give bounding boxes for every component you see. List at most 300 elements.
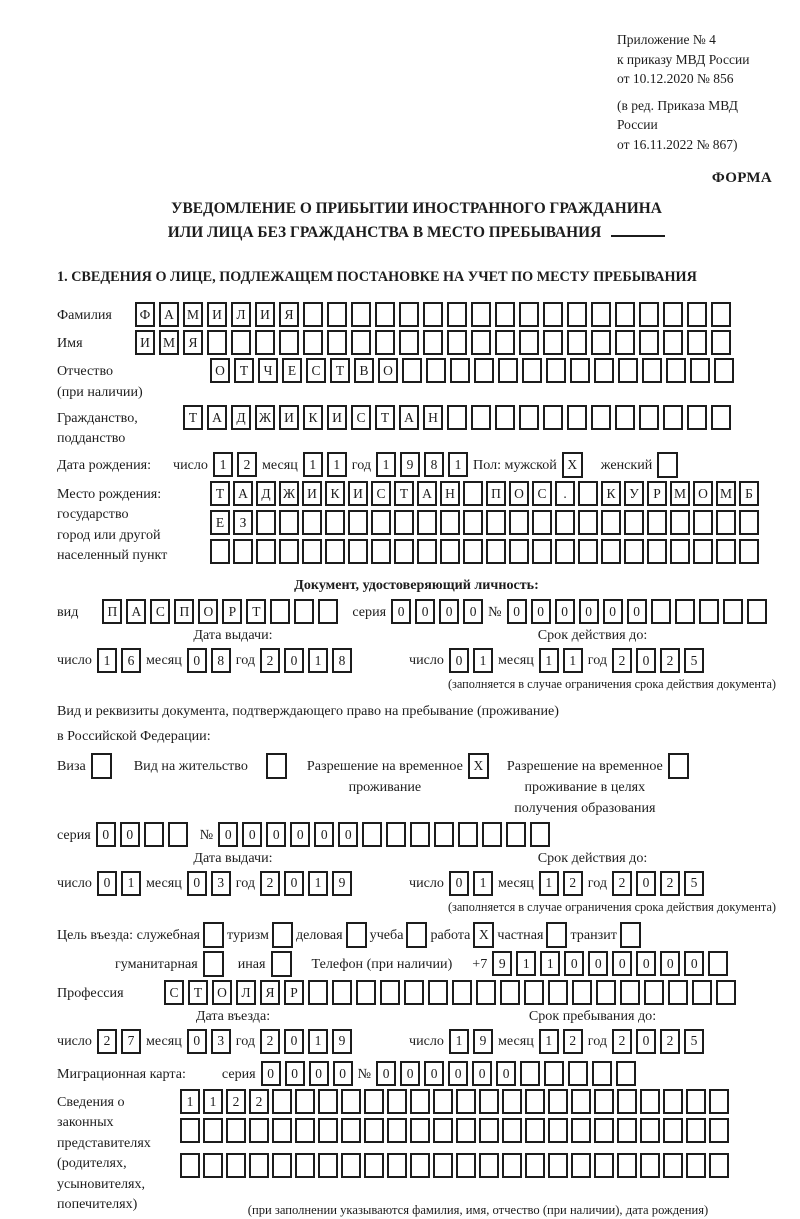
form-cell[interactable]: Ф <box>135 302 155 327</box>
phone-cell[interactable]: 0 <box>660 951 680 976</box>
form-cell[interactable]: Т <box>394 481 414 506</box>
phone-cell[interactable]: 9 <box>492 951 512 976</box>
form-cell[interactable] <box>233 539 253 564</box>
form-cell[interactable]: 0 <box>415 599 435 624</box>
form-cell[interactable] <box>474 358 494 383</box>
form-cell[interactable]: 2 <box>612 1029 632 1054</box>
purpose-private-checkbox[interactable] <box>546 922 567 948</box>
form-cell[interactable] <box>594 1089 614 1114</box>
form-cell[interactable]: 2 <box>660 648 680 673</box>
form-cell[interactable]: 9 <box>332 1029 352 1054</box>
form-cell[interactable]: Л <box>236 980 256 1005</box>
form-cell[interactable]: 2 <box>260 871 280 896</box>
form-cell[interactable] <box>617 1118 637 1143</box>
form-cell[interactable] <box>502 1153 522 1178</box>
form-cell[interactable] <box>394 510 414 535</box>
form-cell[interactable] <box>640 1118 660 1143</box>
form-cell[interactable]: И <box>135 330 155 355</box>
form-cell[interactable]: Ж <box>279 481 299 506</box>
form-cell[interactable]: О <box>210 358 230 383</box>
form-cell[interactable]: 1 <box>308 871 328 896</box>
form-cell[interactable] <box>295 1089 315 1114</box>
form-cell[interactable] <box>570 358 590 383</box>
form-cell[interactable] <box>692 980 712 1005</box>
form-cell[interactable] <box>548 1118 568 1143</box>
form-cell[interactable] <box>433 1153 453 1178</box>
residence-permit-checkbox[interactable] <box>266 753 287 779</box>
form-cell[interactable]: О <box>693 481 713 506</box>
form-cell[interactable] <box>525 1089 545 1114</box>
form-cell[interactable] <box>463 539 483 564</box>
form-cell[interactable] <box>308 980 328 1005</box>
form-cell[interactable]: 1 <box>213 452 233 477</box>
form-cell[interactable] <box>520 1061 540 1086</box>
form-cell[interactable] <box>639 405 659 430</box>
form-cell[interactable]: Я <box>279 302 299 327</box>
form-cell[interactable]: И <box>327 405 347 430</box>
form-cell[interactable] <box>686 1118 706 1143</box>
form-cell[interactable]: И <box>348 481 368 506</box>
form-cell[interactable] <box>620 980 640 1005</box>
form-cell[interactable] <box>456 1089 476 1114</box>
form-cell[interactable] <box>532 510 552 535</box>
form-cell[interactable]: 0 <box>439 599 459 624</box>
form-cell[interactable] <box>509 510 529 535</box>
form-cell[interactable] <box>351 330 371 355</box>
form-cell[interactable] <box>519 302 539 327</box>
form-cell[interactable]: 0 <box>531 599 551 624</box>
form-cell[interactable] <box>180 1153 200 1178</box>
form-cell[interactable] <box>615 405 635 430</box>
form-cell[interactable] <box>594 1118 614 1143</box>
phone-cell[interactable] <box>708 951 728 976</box>
form-cell[interactable]: О <box>509 481 529 506</box>
form-cell[interactable] <box>433 1118 453 1143</box>
form-cell[interactable] <box>716 980 736 1005</box>
form-cell[interactable] <box>402 358 422 383</box>
form-cell[interactable] <box>272 1118 292 1143</box>
form-cell[interactable] <box>410 1089 430 1114</box>
form-cell[interactable] <box>647 510 667 535</box>
form-cell[interactable]: М <box>183 302 203 327</box>
form-cell[interactable] <box>348 510 368 535</box>
form-cell[interactable]: М <box>670 481 690 506</box>
form-cell[interactable] <box>498 358 518 383</box>
form-cell[interactable] <box>387 1118 407 1143</box>
form-cell[interactable] <box>417 510 437 535</box>
form-cell[interactable]: К <box>325 481 345 506</box>
form-cell[interactable]: 2 <box>612 648 632 673</box>
form-cell[interactable]: 0 <box>284 648 304 673</box>
form-cell[interactable] <box>624 539 644 564</box>
form-cell[interactable]: Д <box>231 405 251 430</box>
form-cell[interactable] <box>476 980 496 1005</box>
form-cell[interactable]: 0 <box>449 871 469 896</box>
purpose-work-checkbox[interactable]: X <box>473 922 494 948</box>
form-cell[interactable] <box>548 1089 568 1114</box>
form-cell[interactable] <box>294 599 314 624</box>
form-cell[interactable] <box>747 599 767 624</box>
form-cell[interactable] <box>332 980 352 1005</box>
form-cell[interactable]: 0 <box>463 599 483 624</box>
form-cell[interactable] <box>279 330 299 355</box>
form-cell[interactable] <box>249 1153 269 1178</box>
form-cell[interactable] <box>615 302 635 327</box>
male-checkbox[interactable]: X <box>562 452 583 478</box>
form-cell[interactable] <box>486 539 506 564</box>
form-cell[interactable] <box>144 822 164 847</box>
form-cell[interactable] <box>522 358 542 383</box>
form-cell[interactable] <box>709 1118 729 1143</box>
form-cell[interactable] <box>663 330 683 355</box>
form-cell[interactable]: Н <box>423 405 443 430</box>
form-cell[interactable] <box>458 822 478 847</box>
purpose-transit-checkbox[interactable] <box>620 922 641 948</box>
form-cell[interactable]: 0 <box>636 648 656 673</box>
form-cell[interactable] <box>168 822 188 847</box>
form-cell[interactable]: К <box>303 405 323 430</box>
purpose-humanitarian-checkbox[interactable] <box>203 951 224 977</box>
form-cell[interactable]: 2 <box>237 452 257 477</box>
form-cell[interactable] <box>203 1118 223 1143</box>
form-cell[interactable] <box>255 330 275 355</box>
form-cell[interactable] <box>434 822 454 847</box>
form-cell[interactable] <box>663 1118 683 1143</box>
form-cell[interactable]: И <box>279 405 299 430</box>
form-cell[interactable] <box>639 302 659 327</box>
form-cell[interactable] <box>687 302 707 327</box>
form-cell[interactable]: 0 <box>187 1029 207 1054</box>
form-cell[interactable] <box>739 510 759 535</box>
form-cell[interactable]: 9 <box>400 452 420 477</box>
form-cell[interactable] <box>341 1118 361 1143</box>
form-cell[interactable]: 0 <box>391 599 411 624</box>
form-cell[interactable] <box>568 1061 588 1086</box>
form-cell[interactable]: 0 <box>448 1061 468 1086</box>
purpose-official-checkbox[interactable] <box>203 922 224 948</box>
form-cell[interactable]: 9 <box>332 871 352 896</box>
form-cell[interactable]: С <box>351 405 371 430</box>
form-cell[interactable]: А <box>233 481 253 506</box>
form-cell[interactable] <box>543 405 563 430</box>
form-cell[interactable]: Н <box>440 481 460 506</box>
form-cell[interactable] <box>226 1153 246 1178</box>
visa-checkbox[interactable] <box>91 753 112 779</box>
form-cell[interactable] <box>663 405 683 430</box>
form-cell[interactable]: 0 <box>309 1061 329 1086</box>
form-cell[interactable]: П <box>102 599 122 624</box>
form-cell[interactable] <box>279 510 299 535</box>
form-cell[interactable] <box>318 599 338 624</box>
form-cell[interactable]: С <box>371 481 391 506</box>
form-cell[interactable] <box>548 1153 568 1178</box>
form-cell[interactable] <box>530 822 550 847</box>
form-cell[interactable] <box>387 1153 407 1178</box>
form-cell[interactable] <box>495 330 515 355</box>
form-cell[interactable] <box>543 330 563 355</box>
form-cell[interactable] <box>617 1153 637 1178</box>
form-cell[interactable]: 9 <box>473 1029 493 1054</box>
temp-residence-checkbox[interactable]: X <box>468 753 489 779</box>
form-cell[interactable] <box>302 539 322 564</box>
form-cell[interactable] <box>716 510 736 535</box>
form-cell[interactable]: 0 <box>579 599 599 624</box>
form-cell[interactable]: 2 <box>260 648 280 673</box>
form-cell[interactable]: С <box>150 599 170 624</box>
form-cell[interactable]: 1 <box>449 1029 469 1054</box>
form-cell[interactable] <box>210 539 230 564</box>
form-cell[interactable]: 0 <box>96 822 116 847</box>
form-cell[interactable]: Т <box>210 481 230 506</box>
form-cell[interactable]: 1 <box>308 1029 328 1054</box>
form-cell[interactable] <box>617 1089 637 1114</box>
form-cell[interactable] <box>640 1153 660 1178</box>
form-cell[interactable] <box>207 330 227 355</box>
form-cell[interactable] <box>711 330 731 355</box>
form-cell[interactable] <box>456 1118 476 1143</box>
form-cell[interactable] <box>364 1153 384 1178</box>
form-cell[interactable] <box>618 358 638 383</box>
form-cell[interactable]: А <box>126 599 146 624</box>
form-cell[interactable]: 0 <box>266 822 286 847</box>
form-cell[interactable] <box>675 599 695 624</box>
form-cell[interactable] <box>644 980 664 1005</box>
form-cell[interactable]: 2 <box>249 1089 269 1114</box>
form-cell[interactable]: Б <box>739 481 759 506</box>
form-cell[interactable] <box>594 358 614 383</box>
form-cell[interactable]: А <box>417 481 437 506</box>
form-cell[interactable] <box>456 1153 476 1178</box>
form-cell[interactable] <box>356 980 376 1005</box>
form-cell[interactable] <box>699 599 719 624</box>
form-cell[interactable]: 1 <box>376 452 396 477</box>
form-cell[interactable]: Ж <box>255 405 275 430</box>
form-cell[interactable]: 8 <box>332 648 352 673</box>
form-cell[interactable]: Д <box>256 481 276 506</box>
form-cell[interactable]: С <box>306 358 326 383</box>
form-cell[interactable] <box>272 1089 292 1114</box>
form-cell[interactable] <box>690 358 710 383</box>
form-cell[interactable] <box>640 1089 660 1114</box>
form-cell[interactable] <box>519 405 539 430</box>
form-cell[interactable]: 0 <box>496 1061 516 1086</box>
form-cell[interactable] <box>303 302 323 327</box>
form-cell[interactable]: 1 <box>121 871 141 896</box>
form-cell[interactable] <box>591 405 611 430</box>
form-cell[interactable]: 2 <box>612 871 632 896</box>
form-cell[interactable] <box>410 822 430 847</box>
form-cell[interactable] <box>482 822 502 847</box>
form-cell[interactable] <box>502 1089 522 1114</box>
form-cell[interactable] <box>452 980 472 1005</box>
form-cell[interactable]: 1 <box>308 648 328 673</box>
form-cell[interactable]: 8 <box>424 452 444 477</box>
form-cell[interactable] <box>663 302 683 327</box>
form-cell[interactable]: М <box>716 481 736 506</box>
form-cell[interactable] <box>716 539 736 564</box>
form-cell[interactable] <box>651 599 671 624</box>
form-cell[interactable]: 0 <box>449 648 469 673</box>
form-cell[interactable] <box>318 1118 338 1143</box>
form-cell[interactable]: Т <box>375 405 395 430</box>
form-cell[interactable]: 5 <box>684 648 704 673</box>
form-cell[interactable] <box>327 302 347 327</box>
form-cell[interactable] <box>663 1153 683 1178</box>
form-cell[interactable] <box>428 980 448 1005</box>
phone-cell[interactable]: 1 <box>516 951 536 976</box>
form-cell[interactable]: Е <box>282 358 302 383</box>
form-cell[interactable] <box>666 358 686 383</box>
form-cell[interactable]: И <box>302 481 322 506</box>
temp-residence-education-checkbox[interactable] <box>668 753 689 779</box>
form-cell[interactable] <box>639 330 659 355</box>
phone-cell[interactable]: 0 <box>636 951 656 976</box>
form-cell[interactable] <box>686 1153 706 1178</box>
form-cell[interactable]: Т <box>330 358 350 383</box>
form-cell[interactable] <box>687 405 707 430</box>
form-cell[interactable] <box>364 1118 384 1143</box>
form-cell[interactable]: Л <box>231 302 251 327</box>
form-cell[interactable] <box>578 539 598 564</box>
form-cell[interactable] <box>423 302 443 327</box>
form-cell[interactable] <box>341 1089 361 1114</box>
form-cell[interactable] <box>596 980 616 1005</box>
form-cell[interactable]: 1 <box>539 1029 559 1054</box>
form-cell[interactable] <box>279 539 299 564</box>
form-cell[interactable] <box>524 980 544 1005</box>
form-cell[interactable] <box>394 539 414 564</box>
form-cell[interactable] <box>440 510 460 535</box>
form-cell[interactable]: О <box>198 599 218 624</box>
form-cell[interactable] <box>709 1089 729 1114</box>
form-cell[interactable] <box>670 539 690 564</box>
form-cell[interactable]: 0 <box>261 1061 281 1086</box>
form-cell[interactable]: И <box>207 302 227 327</box>
form-cell[interactable] <box>525 1153 545 1178</box>
phone-cell[interactable]: 1 <box>540 951 560 976</box>
form-cell[interactable] <box>686 1089 706 1114</box>
form-cell[interactable]: 1 <box>203 1089 223 1114</box>
form-cell[interactable] <box>601 539 621 564</box>
form-cell[interactable]: 2 <box>563 1029 583 1054</box>
form-cell[interactable] <box>226 1118 246 1143</box>
form-cell[interactable] <box>270 599 290 624</box>
form-cell[interactable]: 3 <box>211 871 231 896</box>
form-cell[interactable]: И <box>255 302 275 327</box>
form-cell[interactable]: С <box>164 980 184 1005</box>
form-cell[interactable] <box>532 539 552 564</box>
form-cell[interactable]: 2 <box>226 1089 246 1114</box>
form-cell[interactable] <box>203 1153 223 1178</box>
form-cell[interactable]: А <box>159 302 179 327</box>
form-cell[interactable]: 1 <box>448 452 468 477</box>
form-cell[interactable] <box>555 539 575 564</box>
form-cell[interactable]: 8 <box>211 648 231 673</box>
form-cell[interactable] <box>295 1118 315 1143</box>
form-cell[interactable]: 3 <box>211 1029 231 1054</box>
form-cell[interactable]: 0 <box>97 871 117 896</box>
form-cell[interactable]: 2 <box>260 1029 280 1054</box>
form-cell[interactable] <box>325 539 345 564</box>
form-cell[interactable]: О <box>212 980 232 1005</box>
form-cell[interactable] <box>447 405 467 430</box>
form-cell[interactable]: О <box>378 358 398 383</box>
form-cell[interactable] <box>303 330 323 355</box>
form-cell[interactable]: 0 <box>636 1029 656 1054</box>
form-cell[interactable] <box>711 405 731 430</box>
form-cell[interactable]: 0 <box>603 599 623 624</box>
form-cell[interactable] <box>693 510 713 535</box>
form-cell[interactable]: У <box>624 481 644 506</box>
form-cell[interactable] <box>417 539 437 564</box>
form-cell[interactable] <box>567 330 587 355</box>
form-cell[interactable] <box>670 510 690 535</box>
form-cell[interactable]: 0 <box>333 1061 353 1086</box>
phone-cell[interactable]: 0 <box>564 951 584 976</box>
form-cell[interactable]: 7 <box>121 1029 141 1054</box>
form-cell[interactable]: 6 <box>121 648 141 673</box>
form-cell[interactable] <box>591 330 611 355</box>
form-cell[interactable]: 0 <box>376 1061 396 1086</box>
form-cell[interactable] <box>341 1153 361 1178</box>
form-cell[interactable] <box>668 980 688 1005</box>
form-cell[interactable] <box>624 510 644 535</box>
form-cell[interactable] <box>495 405 515 430</box>
form-cell[interactable] <box>386 822 406 847</box>
form-cell[interactable]: 5 <box>684 1029 704 1054</box>
form-cell[interactable] <box>256 539 276 564</box>
form-cell[interactable]: 0 <box>636 871 656 896</box>
form-cell[interactable] <box>302 510 322 535</box>
form-cell[interactable] <box>509 539 529 564</box>
form-cell[interactable]: 0 <box>555 599 575 624</box>
form-cell[interactable]: 0 <box>424 1061 444 1086</box>
form-cell[interactable]: 0 <box>472 1061 492 1086</box>
form-cell[interactable]: 1 <box>563 648 583 673</box>
form-cell[interactable]: С <box>532 481 552 506</box>
form-cell[interactable] <box>555 510 575 535</box>
form-cell[interactable] <box>249 1118 269 1143</box>
form-cell[interactable] <box>362 822 382 847</box>
form-cell[interactable]: 1 <box>473 648 493 673</box>
form-cell[interactable] <box>450 358 470 383</box>
form-cell[interactable] <box>519 330 539 355</box>
form-cell[interactable]: 1 <box>303 452 323 477</box>
form-cell[interactable] <box>578 481 598 506</box>
form-cell[interactable] <box>463 510 483 535</box>
form-cell[interactable]: 0 <box>338 822 358 847</box>
form-cell[interactable] <box>687 330 707 355</box>
form-cell[interactable] <box>471 302 491 327</box>
form-cell[interactable] <box>180 1118 200 1143</box>
form-cell[interactable] <box>500 980 520 1005</box>
form-cell[interactable] <box>592 1061 612 1086</box>
form-cell[interactable]: 0 <box>627 599 647 624</box>
form-cell[interactable] <box>410 1153 430 1178</box>
form-cell[interactable] <box>572 980 592 1005</box>
form-cell[interactable] <box>399 330 419 355</box>
form-cell[interactable] <box>571 1153 591 1178</box>
form-cell[interactable] <box>471 405 491 430</box>
form-cell[interactable] <box>709 1153 729 1178</box>
form-cell[interactable] <box>371 539 391 564</box>
form-cell[interactable]: П <box>174 599 194 624</box>
form-cell[interactable] <box>440 539 460 564</box>
purpose-tourism-checkbox[interactable] <box>272 922 293 948</box>
form-cell[interactable] <box>548 980 568 1005</box>
form-cell[interactable]: 1 <box>180 1089 200 1114</box>
form-cell[interactable]: 0 <box>507 599 527 624</box>
